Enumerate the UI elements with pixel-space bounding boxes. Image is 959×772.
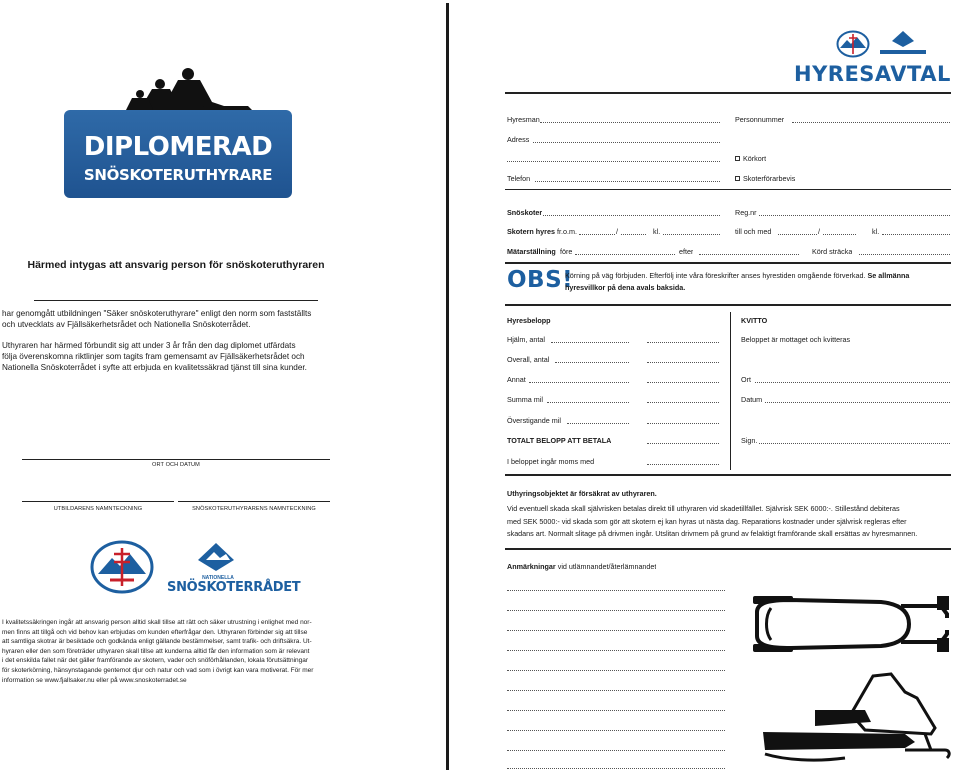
obs-heading: OBS! (507, 267, 574, 293)
matarstallning-label: Mätarställning (507, 247, 556, 256)
datum-field[interactable] (765, 402, 950, 403)
regnr-field[interactable] (759, 215, 950, 216)
kvitto-divider (730, 312, 731, 470)
personnummer-label: Personnummer (735, 115, 785, 124)
ort-label: Ort (741, 375, 751, 384)
remarks-line[interactable] (507, 590, 725, 591)
fjallsakerhetsradet-logo-icon (836, 30, 870, 58)
remarks-line[interactable] (507, 650, 725, 651)
telefon-label: Telefon (507, 174, 531, 183)
overall-amount-field[interactable] (647, 362, 719, 363)
place-date-caption: ORT OCH DATUM (152, 462, 200, 468)
overstigande-amount-field[interactable] (647, 423, 719, 424)
from-date-field[interactable] (579, 234, 615, 235)
hjalm-count-field[interactable] (551, 342, 629, 343)
remarks-line[interactable] (507, 710, 725, 711)
from-month-field[interactable] (621, 234, 646, 235)
annat-field[interactable] (529, 382, 629, 383)
quality-assurance-text: I kvalitetssäkringen ingår att ansvarig person alltid skall tillse att rätt och säker utrustning i enlighet med nor- men finns att tillgå och vid behov kan erbjudas om kunden efterfrågar den. Uthyraren förbinder sig att tillse att samtliga skotrar är besiktade och godkända enligt gällande bestämmelser, samt trafik- och driftsäkra. Ut- hyraren eller den som företräder uthyraren skall tillse att kunderna alltid får den information som är relevant i det enskilda fallet när det gäller framförande av skotern, vader och snöförhållanden, lokala förutsättningar för skoterkörning, hänsynstagande gentemot djur och natur och vad som i övrigt kan vara motiverat. För mer information se www.fjallsaker.nu eller på www.snoskoterradet.se (2, 619, 314, 684)
kvitto-text: Beloppet är mottaget och kvitteras (741, 335, 851, 344)
name-signature-line (34, 300, 318, 301)
adress-label: Adress (507, 135, 530, 144)
obs-line-1: Körning på väg förbjuden. Efterfölj inte våra föreskrifter anses hyrestiden omgående förverkad. Se allmänna (565, 271, 910, 280)
regnr-label: Reg.nr (735, 208, 757, 217)
to-slash: / (818, 227, 820, 236)
snoskoterradet-label: SNÖSKOTERRÅDET (167, 580, 301, 595)
kvitto-heading: KVITTO (741, 316, 768, 325)
renter-signature-line (178, 501, 330, 502)
fjallsakerhetsradet-logo-icon (90, 540, 154, 594)
kord-stracka-field[interactable] (859, 254, 950, 255)
anmarkningar-label: Anmärkningar vid utlämnandet/återlämnandet (507, 562, 657, 571)
place-date-line (22, 459, 330, 460)
to-time-field[interactable] (882, 234, 950, 235)
fore-field[interactable] (575, 254, 675, 255)
korkort-checkbox[interactable]: Körkort (735, 154, 766, 163)
moms-field[interactable] (647, 464, 719, 465)
hyresman-field[interactable] (540, 122, 720, 123)
skoterforarbevis-checkbox[interactable]: Skoterförarbevis (735, 174, 795, 183)
efter-field[interactable] (699, 254, 799, 255)
to-month-field[interactable] (823, 234, 856, 235)
trainer-signature-line (22, 501, 174, 502)
remarks-line[interactable] (507, 690, 725, 691)
nationella-label: NATIONELLA (202, 575, 234, 581)
telefon-field[interactable] (535, 181, 720, 182)
sign-field[interactable] (759, 443, 950, 444)
totalt-belopp-field[interactable] (647, 443, 719, 444)
section-rule-5 (505, 548, 951, 550)
obs-line-2: hyresvillkor på dena avals baksida. (565, 283, 686, 292)
overall-label: Overall, antal (507, 355, 550, 364)
from-label: fr.o.m. (557, 227, 577, 236)
hyresbelopp-heading: Hyresbelopp (507, 316, 551, 325)
sign-label: Sign. (741, 436, 758, 445)
nationella-snoskoterradet-logo-icon (196, 542, 236, 572)
from-time-field[interactable] (663, 234, 720, 235)
paragraph-commitment: Uthyraren har härmed förbundit sig att under 3 år från den dag diplomet utfärdats följa överenskomna riktlinjer som tagits fram gemensamt av Fjällsäkerhetsrådet och Nationella Snöskoterrådet i syfte att erbjuda en kvalitetssäkrad tjänst till sina kunder. (2, 341, 307, 373)
section-rule-3 (505, 304, 951, 306)
overstigande-mil-field[interactable] (567, 423, 629, 424)
overstigande-mil-label: Överstigande mil (507, 416, 561, 425)
badge-title: DIPLOMERAD (83, 132, 273, 162)
from-time-label: kl. (653, 227, 661, 236)
nationella-snoskoterradet-logo-icon (878, 30, 928, 56)
skoterforarbevis-check-icon[interactable] (735, 176, 740, 181)
remarks-line[interactable] (507, 610, 725, 611)
renter-signature-caption: SNÖSKOTERUTHYRARENS NAMNTECKNING (192, 506, 316, 512)
title-rule (505, 92, 951, 94)
section-rule-4 (505, 474, 951, 476)
hyresman-label: Hyresman (507, 115, 540, 124)
to-time-label: kl. (872, 227, 880, 236)
annat-amount-field[interactable] (647, 382, 719, 383)
datum-label: Datum (741, 395, 763, 404)
hjalm-label: Hjälm, antal (507, 335, 545, 344)
diplomerad-badge (64, 110, 292, 198)
annat-label: Annat (507, 375, 526, 384)
snowmobile-side-view-icon (755, 670, 951, 766)
from-slash: / (616, 227, 618, 236)
skotern-hyres-label: Skotern hyres (507, 227, 555, 236)
diploma-page (0, 0, 446, 772)
remarks-line[interactable] (507, 768, 725, 769)
hjalm-amount-field[interactable] (647, 342, 719, 343)
section-rule-1 (505, 189, 951, 190)
adress-field-2[interactable] (507, 161, 720, 162)
paragraph-training: har genomgått utbildningen "Säker snöskoteruthyrare" enligt den norm som fastställts och utvecklats av Fjällsäkerhetsrådet och Nationella Snöskoterrådet. (2, 309, 312, 330)
kord-stracka-label: Körd sträcka (812, 247, 853, 256)
trainer-signature-caption: UTBILDARENS NAMNTECKNING (53, 506, 143, 512)
certification-heading: Härmed intygas att ansvarig person för snöskoteruthyraren (27, 259, 325, 271)
insurance-text: Vid eventuell skada skall självrisken betalas direkt till uthyraren vid skadetillfället. Självrisk SEK 6000:-. Stillestånd debiteras med SEK 5000:- vid skada som gör att skotern ej kan hyras ut nästa dag. Reparations kostnader under självrisk regleras efter skadans art. Normalt slitage på drivmen ingår. Utslitan drivmem på grund av felaktigt framförande skall ersättas av hyresmannen. (507, 504, 918, 538)
till-och-med-label: till och med (735, 227, 772, 236)
remarks-line[interactable] (507, 730, 725, 731)
fore-label: före (560, 247, 573, 256)
efter-label: efter (679, 247, 694, 256)
ort-field[interactable] (755, 382, 950, 383)
totalt-belopp-label: TOTALT BELOPP ATT BETALA (507, 436, 612, 445)
insurance-heading: Uthyringsobjektet är försäkrat av uthyraren. (507, 489, 657, 498)
snoskoter-field[interactable] (543, 215, 720, 216)
summa-mil-label: Summa mil (507, 395, 543, 404)
korkort-check-icon[interactable] (735, 156, 740, 161)
rental-agreement-page (449, 0, 959, 772)
moms-label: I beloppet ingår moms med (507, 457, 595, 466)
personnummer-field[interactable] (792, 122, 950, 123)
to-date-field[interactable] (778, 234, 817, 235)
summa-mil-field[interactable] (547, 402, 629, 403)
snowmobile-top-view-icon (751, 588, 951, 660)
section-rule-2 (505, 262, 951, 264)
snoskoter-label: Snöskoter (507, 208, 543, 217)
overall-count-field[interactable] (555, 362, 629, 363)
remarks-line[interactable] (507, 750, 725, 751)
remarks-line[interactable] (507, 630, 725, 631)
remarks-line[interactable] (507, 670, 725, 671)
adress-field[interactable] (533, 142, 720, 143)
badge-subtitle: SNÖSKOTERUTHYRARE (83, 166, 273, 184)
summa-mil-amount-field[interactable] (647, 402, 719, 403)
page-title: HYRESAVTAL (794, 62, 951, 86)
